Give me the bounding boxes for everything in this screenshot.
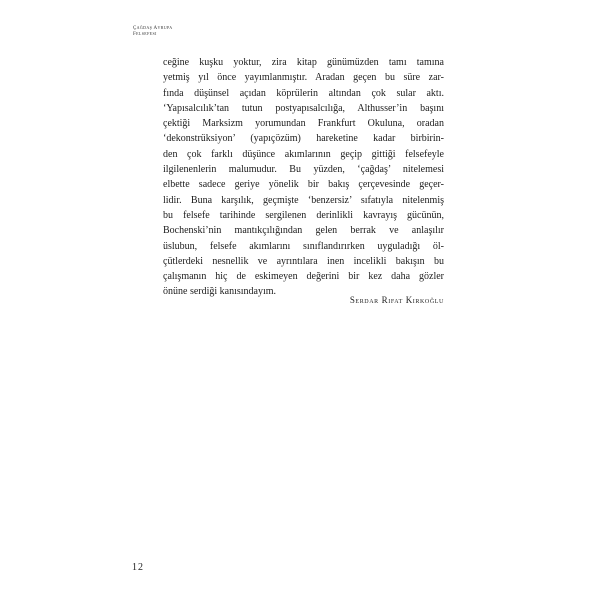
text-line: çektiği Marksizm yorumundan Frankfurt Okuluna, oradan: [163, 118, 444, 130]
text-line: fında düşünsel açıdan köprülerin altından çok sular aktı.: [163, 87, 444, 99]
text-line: bu felsefe tarihinde sergilenen derinlikli kavrayış gücünün,: [163, 209, 444, 221]
running-head-line-1: Çağdaş Avrupa: [133, 26, 173, 31]
body-text: [163, 55, 444, 300]
text-line: ceğine kuşku yoktur, zira kitap günümüzden tamı tamına: [163, 57, 444, 68]
text-line: lidir. Buna karşılık, geçmişte ‘benzersiz’ sıfatıyla nitelenmiş: [163, 194, 444, 206]
text-line: den çok farklı düşünce akımlarının geçip gittiği felsefeyle: [163, 148, 444, 160]
text-line: çalışmanın hiç de eskimeyen değerini bir kez daha gözler: [163, 271, 444, 283]
text-line: ‘Yapısalcılık’tan tutun postyapısalcılığa, Althusser’in başını: [163, 102, 444, 114]
text-line: üslubun, felsefe akımlarını sınıflandırırken uyguladığı öl-: [163, 240, 444, 252]
author-signature: Serdar Rifat Kirkoğlu: [349, 295, 444, 305]
page-number: 12: [132, 562, 144, 573]
running-head-line-2: Felsefesi: [133, 32, 157, 37]
text-line: çütlerdeki nesnellik ve ayrıntılara inen incelikli bakışın bu: [163, 255, 444, 267]
text-line: Bochenski’nin mantıkçılığından gelen berrak ve anlaşılır: [163, 225, 444, 237]
text-line: ‘dekonstrüksiyon’ (yapıçözüm) hareketine kadar birbirin-: [163, 133, 444, 145]
text-line: elbette sadece geriye yönelik bir bakış çerçevesinde geçer-: [163, 179, 444, 191]
running-head: [133, 26, 172, 38]
text-line: yetmiş yıl önce yayımlanmıştır. Aradan geçen bu süre zar-: [163, 72, 444, 84]
text-line-last: önüne serdiği kanısındayım.: [163, 286, 277, 298]
text-line: ilgilenenlerin malumudur. Bu yüzden, ‘çağdaş’ nitelemesi: [163, 164, 444, 176]
